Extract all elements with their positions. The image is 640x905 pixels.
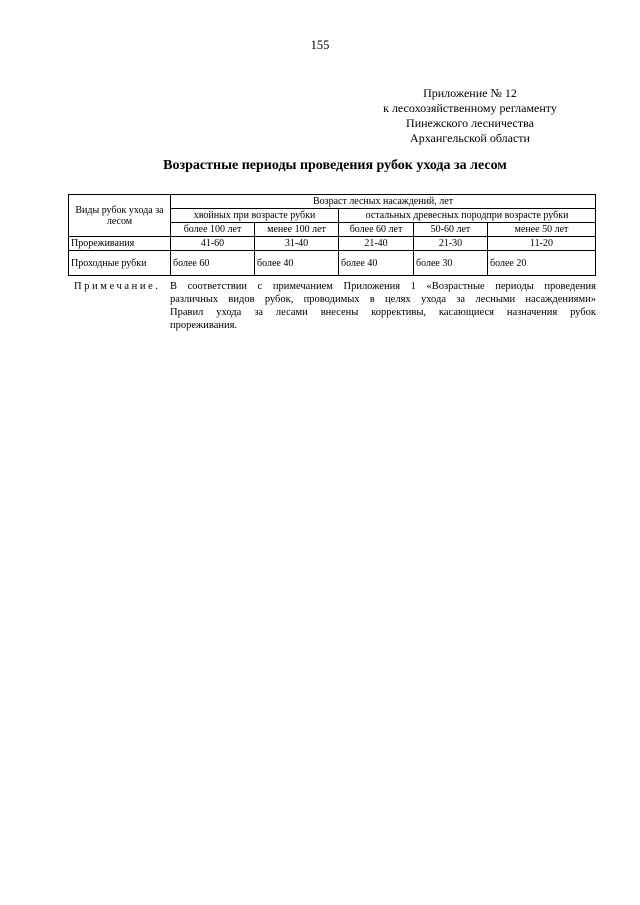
header-cell-other: остальных древесных породпри возрасте рубки bbox=[339, 209, 596, 223]
table-cell: 21-30 bbox=[414, 237, 488, 251]
appendix-header bbox=[370, 86, 570, 146]
row-kind-cell: Проходные рубки bbox=[69, 251, 171, 276]
age-periods-table bbox=[68, 194, 596, 276]
document-title: Возрастные периоды проведения рубок ухода за лесом bbox=[163, 158, 507, 173]
table-cell: более 20 bbox=[488, 251, 596, 276]
table-cell: более 60 bbox=[171, 251, 255, 276]
note-line: Правил ухода за лесами внесены коррективы, касающиеся назначения рубок bbox=[170, 307, 596, 318]
header-cell-sub: 50-60 лет bbox=[414, 223, 488, 237]
appendix-line: к лесохозяйственному регламенту bbox=[383, 101, 557, 115]
note-line: В соответствии с примечанием Приложения 1 «Возрастные периоды проведения bbox=[170, 281, 596, 292]
table-cell: более 40 bbox=[339, 251, 414, 276]
table-header-row bbox=[69, 195, 596, 209]
appendix-line: Приложение № 12 bbox=[423, 86, 517, 100]
note-line: прореживания. bbox=[170, 320, 238, 331]
page-number: 155 bbox=[310, 38, 330, 52]
table-row bbox=[69, 251, 596, 276]
note-label: Примечание. bbox=[74, 281, 161, 292]
appendix-line: Архангельской области bbox=[410, 131, 530, 145]
row-kind-cell: Прореживания bbox=[69, 237, 171, 251]
header-cell-sub: менее 100 лет bbox=[255, 223, 339, 237]
header-cell-kind: Виды рубок ухода за лесом bbox=[69, 195, 171, 237]
header-cell-sub: более 100 лет bbox=[171, 223, 255, 237]
table-cell: 21-40 bbox=[339, 237, 414, 251]
note bbox=[74, 280, 596, 332]
appendix-line: Пинежского лесничества bbox=[406, 116, 534, 130]
table-cell: более 40 bbox=[255, 251, 339, 276]
table-row bbox=[69, 237, 596, 251]
header-cell-age: Возраст лесных насаждений, лет bbox=[171, 195, 596, 209]
table-cell: 11-20 bbox=[488, 237, 596, 251]
note-line: различных видов рубок, проводимых в целях ухода за лесными насаждениями» bbox=[170, 294, 596, 305]
header-cell-conifer: хвойных при возрасте рубки bbox=[171, 209, 339, 223]
table-cell: 41-60 bbox=[171, 237, 255, 251]
header-cell-sub: менее 50 лет bbox=[488, 223, 596, 237]
header-cell-sub: более 60 лет bbox=[339, 223, 414, 237]
table-cell: более 30 bbox=[414, 251, 488, 276]
table-cell: 31-40 bbox=[255, 237, 339, 251]
